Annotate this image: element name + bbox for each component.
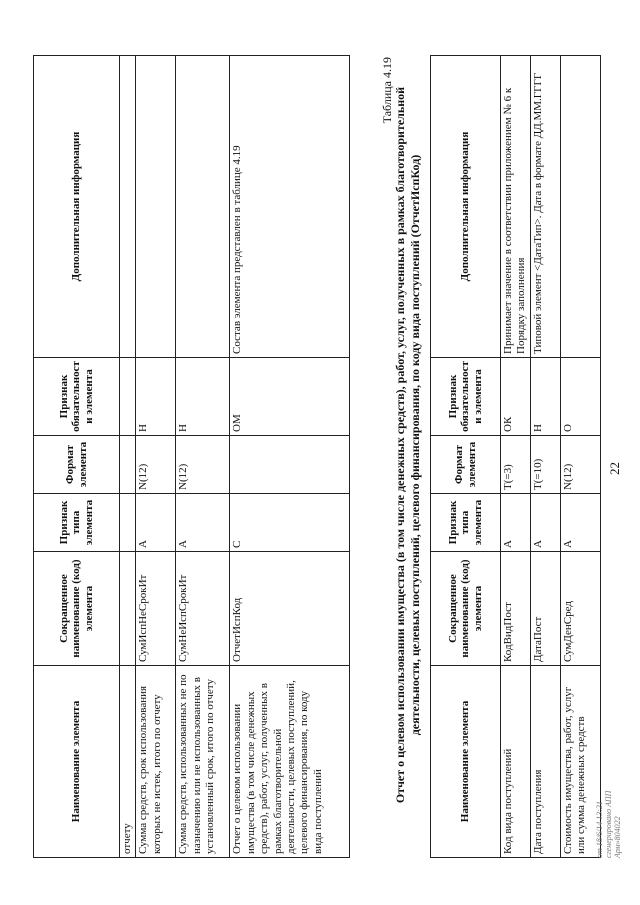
cell-info — [561, 56, 601, 358]
page-number: 22 — [607, 462, 622, 475]
cell-name: Сумма средств, срок использования которых не истек, итого по отчету — [136, 666, 176, 858]
cell-code: СумДенСред — [561, 552, 601, 666]
cell-code: СумИспНеСрокИт — [136, 552, 176, 666]
document-stamp — [596, 748, 622, 858]
table-row — [501, 56, 531, 858]
cell-format: N(12) — [561, 436, 601, 494]
cell-code: СумНеИспСрокИт — [176, 552, 230, 666]
cell-type: А — [501, 494, 531, 552]
header-row — [34, 56, 120, 858]
cell-type — [120, 494, 136, 552]
header-code: Сокращенное наименование (код) элемента — [34, 552, 120, 666]
table-caption: Таблица 4.19 — [380, 57, 394, 124]
header-name: Наименование элемента — [431, 666, 501, 858]
cell-mandatory: Н — [136, 358, 176, 436]
header-type: Признак типа элемента — [34, 494, 120, 552]
stamp-line: от 18/6/14 13:21 — [595, 801, 604, 858]
header-row — [431, 56, 501, 858]
cell-type: С — [230, 494, 350, 552]
table-title: Отчет о целевом использовании имущества (в том числе денежных средств), работ, услуг, полученных в рамках благотворительной деятельности, целевых поступлений, целевого финансирования, по коду вида поступлений (ОтчетИспКод) — [393, 86, 422, 804]
elements-table — [33, 55, 350, 858]
cell-mandatory: О — [561, 358, 601, 436]
report-table — [430, 55, 601, 858]
table-row — [136, 56, 176, 858]
header-name: Наименование элемента — [34, 666, 120, 858]
cell-name: отчету — [120, 666, 136, 858]
header-info: Дополнительная информация — [34, 56, 120, 358]
cell-info — [176, 56, 230, 358]
cell-info: Типовой элемент <ДатаТип>. Дата в формате ДД.ММ.ГГГГ — [531, 56, 561, 358]
cell-mandatory — [120, 358, 136, 436]
stamp-line: сгенерировано АПП Арм»804022 — [603, 790, 622, 858]
cell-mandatory: ОМ — [230, 358, 350, 436]
header-format: Формат элемента — [431, 436, 501, 494]
table-row — [561, 56, 601, 858]
cell-mandatory: Н — [531, 358, 561, 436]
cell-info: Принимает значение в соответствии приложением № 6 к Порядку заполнения — [501, 56, 531, 358]
cell-type: А — [176, 494, 230, 552]
cell-code: ДатаПост — [531, 552, 561, 666]
header-mandatory: Признак обязательности элемента — [34, 358, 120, 436]
header-mandatory: Признак обязательности элемента — [431, 358, 501, 436]
cell-name: Стоимость имущества, работ, услуг или сумма денежных средств — [561, 666, 601, 858]
cell-type: А — [136, 494, 176, 552]
cell-type: А — [561, 494, 601, 552]
cell-name: Сумма средств, использованных не по назначению или не использованных в установленный срок, итого по отчету — [176, 666, 230, 858]
cell-name: Код вида поступлений — [501, 666, 531, 858]
cell-format: T(=10) — [531, 436, 561, 494]
cell-code: КодВидПост — [501, 552, 531, 666]
cell-code: ОтчетИспКод — [230, 552, 350, 666]
cell-name: Дата поступления — [531, 666, 561, 858]
header-code: Сокращенное наименование (код) элемента — [431, 552, 501, 666]
table-row — [176, 56, 230, 858]
header-type: Признак типа элемента — [431, 494, 501, 552]
cell-format: T(=3) — [501, 436, 531, 494]
cell-format — [120, 436, 136, 494]
cell-info: Состав элемента представлен в таблице 4.19 — [230, 56, 350, 358]
cell-code — [120, 552, 136, 666]
header-info: Дополнительная информация — [431, 56, 501, 358]
cell-format: N(12) — [176, 436, 230, 494]
cell-format — [230, 436, 350, 494]
table-row — [120, 56, 136, 858]
cell-name: Отчет о целевом использовании имущества (в том числе денежных средств), работ, услуг, полученных в рамках благотворительной деятельности, целевых поступлений, целевого финансирования, по коду вида поступлений — [230, 666, 350, 858]
cell-info — [136, 56, 176, 358]
header-format: Формат элемента — [34, 436, 120, 494]
cell-mandatory: Н — [176, 358, 230, 436]
table-row — [531, 56, 561, 858]
cell-type: А — [531, 494, 561, 552]
cell-info — [120, 56, 136, 358]
cell-format: N(12) — [136, 436, 176, 494]
table-row — [230, 56, 350, 858]
cell-mandatory: ОК — [501, 358, 531, 436]
